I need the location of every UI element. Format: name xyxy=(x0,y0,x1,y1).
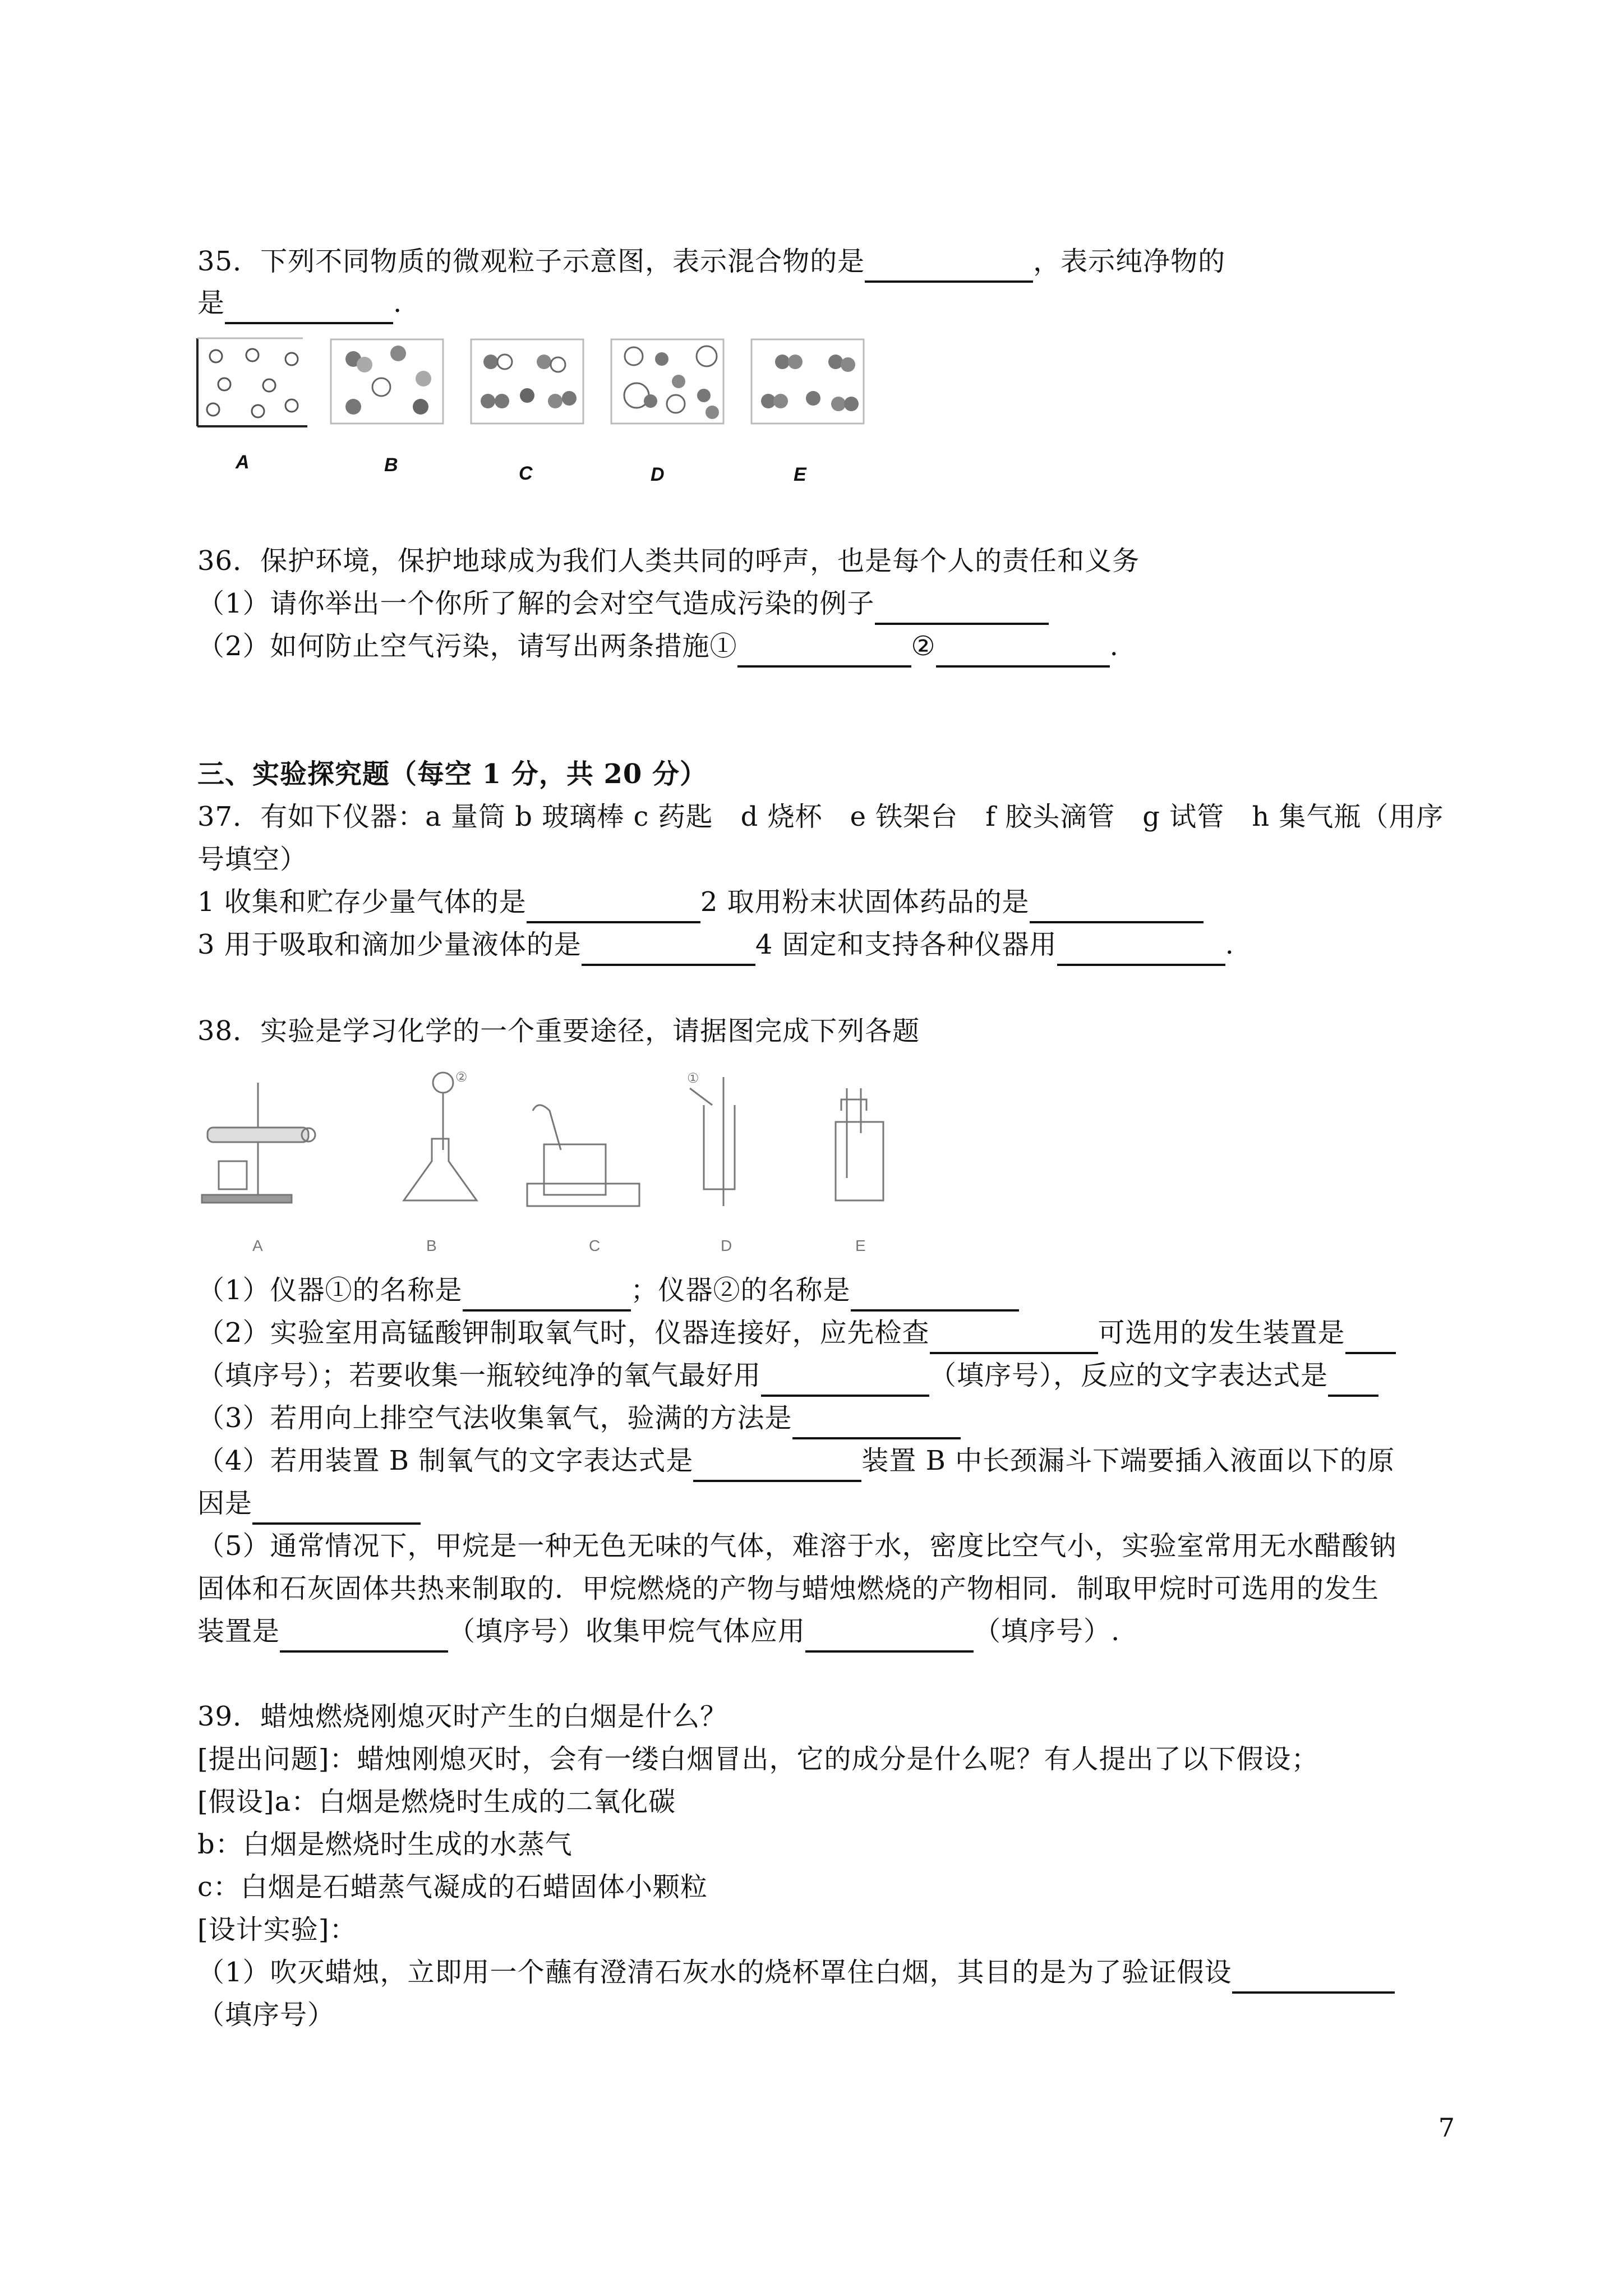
q36-p2-end: . xyxy=(1109,631,1119,662)
q38-p5c: 装置是 xyxy=(197,1616,280,1647)
q38-p4c: 因是 xyxy=(197,1488,253,1519)
q38-blank-expression[interactable] xyxy=(1328,1365,1378,1397)
apparatus-diagram xyxy=(196,1066,970,1262)
q39-line5: [设计实验]： xyxy=(197,1914,357,1945)
q39-line6 xyxy=(197,1951,1395,1994)
q35-line2 xyxy=(197,282,402,324)
particle-diagram xyxy=(191,334,875,496)
q37-l1b: 2 取用粉末状固体药品的是 xyxy=(700,886,1030,918)
q38-stem: 38．实验是学习化学的一个重要途径，请据图完成下列各题 xyxy=(197,1015,920,1047)
q38-blank-generator[interactable] xyxy=(1345,1323,1396,1354)
q38-p2b: 可选用的发生装置是 xyxy=(1098,1317,1345,1349)
q39-line2: [假设]a：白烟是燃烧时生成的二氧化碳 xyxy=(197,1786,676,1818)
box-c xyxy=(471,339,583,424)
q38-p1b: ；仪器②的名称是 xyxy=(630,1274,851,1306)
q39-line7: （填序号） xyxy=(197,1999,335,2031)
q35-text-2: 是 xyxy=(197,287,225,319)
q37-stem2: 号填空） xyxy=(197,844,308,875)
q36-blank-measure1[interactable] xyxy=(737,636,911,668)
q38-part1 xyxy=(197,1269,1019,1312)
apparatus-a xyxy=(202,1083,315,1203)
q38-part5a: （5）通常情况下，甲烷是一种无色无味的气体，难溶于水，密度比空气小，实验室常用无水醋酸钠 xyxy=(197,1530,1397,1562)
q38-part3 xyxy=(197,1397,961,1439)
q38-p4b: 装置 B 中长颈漏斗下端要插入液面以下的原 xyxy=(861,1445,1395,1476)
q38-part5b: 固体和石灰固体共热来制取的．甲烷燃烧的产物与蜡烛燃烧的产物相同．制取甲烷时可选用的发生 xyxy=(197,1573,1380,1604)
q37-l2b: 4 固定和支持各种仪器用 xyxy=(755,929,1057,960)
q37-blank-3[interactable] xyxy=(582,935,755,966)
apparatus-label-d: D xyxy=(721,1237,732,1254)
q38-p2c: （填序号）；若要收集一瓶较纯净的氧气最好用 xyxy=(197,1360,762,1391)
q35-text-2b: . xyxy=(393,287,403,319)
q36-part2 xyxy=(197,625,1119,668)
q38-blank-methane-collector[interactable] xyxy=(805,1621,974,1653)
q37-line2 xyxy=(197,923,1234,966)
diagram-label-c: C xyxy=(519,463,533,484)
box-b xyxy=(331,339,443,424)
q36-p1-text: （1）请你举出一个你所了解的会对空气造成污染的例子 xyxy=(197,588,875,619)
q38-p4a: （4）若用装置 B 制氧气的文字表达式是 xyxy=(197,1445,694,1476)
q38-part4a xyxy=(197,1439,1395,1482)
q36-p2-mark: ② xyxy=(911,631,936,662)
q38-part2b xyxy=(197,1354,1378,1397)
q38-blank-instrument2[interactable] xyxy=(851,1280,1019,1312)
q37-blank-4[interactable] xyxy=(1057,935,1225,966)
q36-part1 xyxy=(197,582,1049,625)
apparatus-label-a: A xyxy=(252,1237,263,1254)
q38-p3: （3）若用向上排空气法收集氧气，验满的方法是 xyxy=(197,1402,792,1434)
apparatus-label-b: B xyxy=(426,1237,437,1254)
q36-blank-example[interactable] xyxy=(875,593,1049,625)
q39-line3: b：白烟是燃烧时生成的水蒸气 xyxy=(197,1829,573,1860)
q38-blank-reason[interactable] xyxy=(252,1493,421,1525)
q39-line4: c：白烟是石蜡蒸气凝成的石蜡固体小颗粒 xyxy=(197,1871,708,1903)
box-e xyxy=(751,339,864,424)
diagram-label-d: D xyxy=(651,464,665,485)
q38-p1a: （1）仪器①的名称是 xyxy=(197,1274,463,1306)
q38-part5c xyxy=(197,1610,1120,1653)
q35-blank-pure[interactable] xyxy=(225,293,393,324)
q38-blank-methane-generator[interactable] xyxy=(280,1621,448,1653)
q37-l1a: 1 收集和贮存少量气体的是 xyxy=(197,886,527,918)
q36-stem: 36．保护环境，保护地球成为我们人类共同的呼声，也是每个人的责任和义务 xyxy=(197,545,1140,577)
page-number: 7 xyxy=(1438,2113,1455,2143)
q37-blank-2[interactable] xyxy=(1030,892,1204,923)
diagram-label-e: E xyxy=(794,464,806,485)
box-a xyxy=(197,338,307,426)
q37-blank-1[interactable] xyxy=(527,892,700,923)
svg-text:②: ② xyxy=(455,1069,468,1085)
apparatus-d xyxy=(687,1070,735,1206)
q37-l2c: . xyxy=(1225,929,1234,960)
apparatus-label-c: C xyxy=(589,1237,601,1254)
apparatus-b xyxy=(404,1069,477,1200)
q38-p2d: （填序号），反应的文字表达式是 xyxy=(929,1360,1329,1391)
q35-line1 xyxy=(197,240,1225,283)
q35-text-b: ，表示纯净物的 xyxy=(1033,246,1226,277)
q38-part2a xyxy=(197,1312,1396,1354)
apparatus-e xyxy=(836,1088,883,1200)
q39-blank-hypothesis[interactable] xyxy=(1232,1962,1395,1994)
q38-p5d: （填序号）收集甲烷气体应用 xyxy=(448,1616,806,1647)
apparatus-label-e: E xyxy=(855,1237,866,1254)
q38-blank-method[interactable] xyxy=(792,1408,961,1439)
diagram-label-b: B xyxy=(384,454,398,476)
q38-blank-b-expression[interactable] xyxy=(693,1451,861,1482)
q38-blank-check[interactable] xyxy=(930,1323,1098,1354)
q38-p2a: （2）实验室用高锰酸钾制取氧气时，仪器连接好，应先检查 xyxy=(197,1317,930,1349)
q35-text: 35．下列不同物质的微观粒子示意图，表示混合物的是 xyxy=(197,246,865,277)
svg-text:①: ① xyxy=(687,1070,699,1086)
q39-l6-text: （1）吹灭蜡烛，立即用一个蘸有澄清石灰水的烧杯罩住白烟，其目的是为了验证假设 xyxy=(197,1957,1232,1988)
q37-line1 xyxy=(197,881,1204,923)
q38-part4b xyxy=(197,1482,421,1525)
apparatus-c xyxy=(527,1105,639,1206)
q39-stem: 39．蜡烛燃烧刚熄灭时产生的白烟是什么？ xyxy=(197,1701,728,1732)
diagram-label-a: A xyxy=(236,452,250,473)
q38-blank-instrument1[interactable] xyxy=(463,1280,631,1312)
q39-line1: [提出问题]：蜡烛刚熄灭时，会有一缕白烟冒出，它的成分是什么呢？有人提出了以下假设； xyxy=(197,1743,1319,1775)
q36-p2-text: （2）如何防止空气污染，请写出两条措施① xyxy=(197,631,737,662)
section-3-heading: 三、实验探究题（每空 1 分，共 20 分） xyxy=(197,758,708,790)
q37-l2a: 3 用于吸取和滴加少量液体的是 xyxy=(197,929,582,960)
q35-blank-mixture[interactable] xyxy=(865,251,1033,283)
q38-p5e: （填序号）. xyxy=(974,1616,1121,1647)
q38-blank-collector[interactable] xyxy=(761,1365,929,1397)
q36-blank-measure2[interactable] xyxy=(936,636,1110,668)
box-d xyxy=(611,339,723,424)
q37-stem1: 37．有如下仪器：a 量筒 b 玻璃棒 c 药匙 d 烧杯 e 铁架台 f 胶头滴管 g 试管 h 集气瓶（用序 xyxy=(197,801,1444,832)
